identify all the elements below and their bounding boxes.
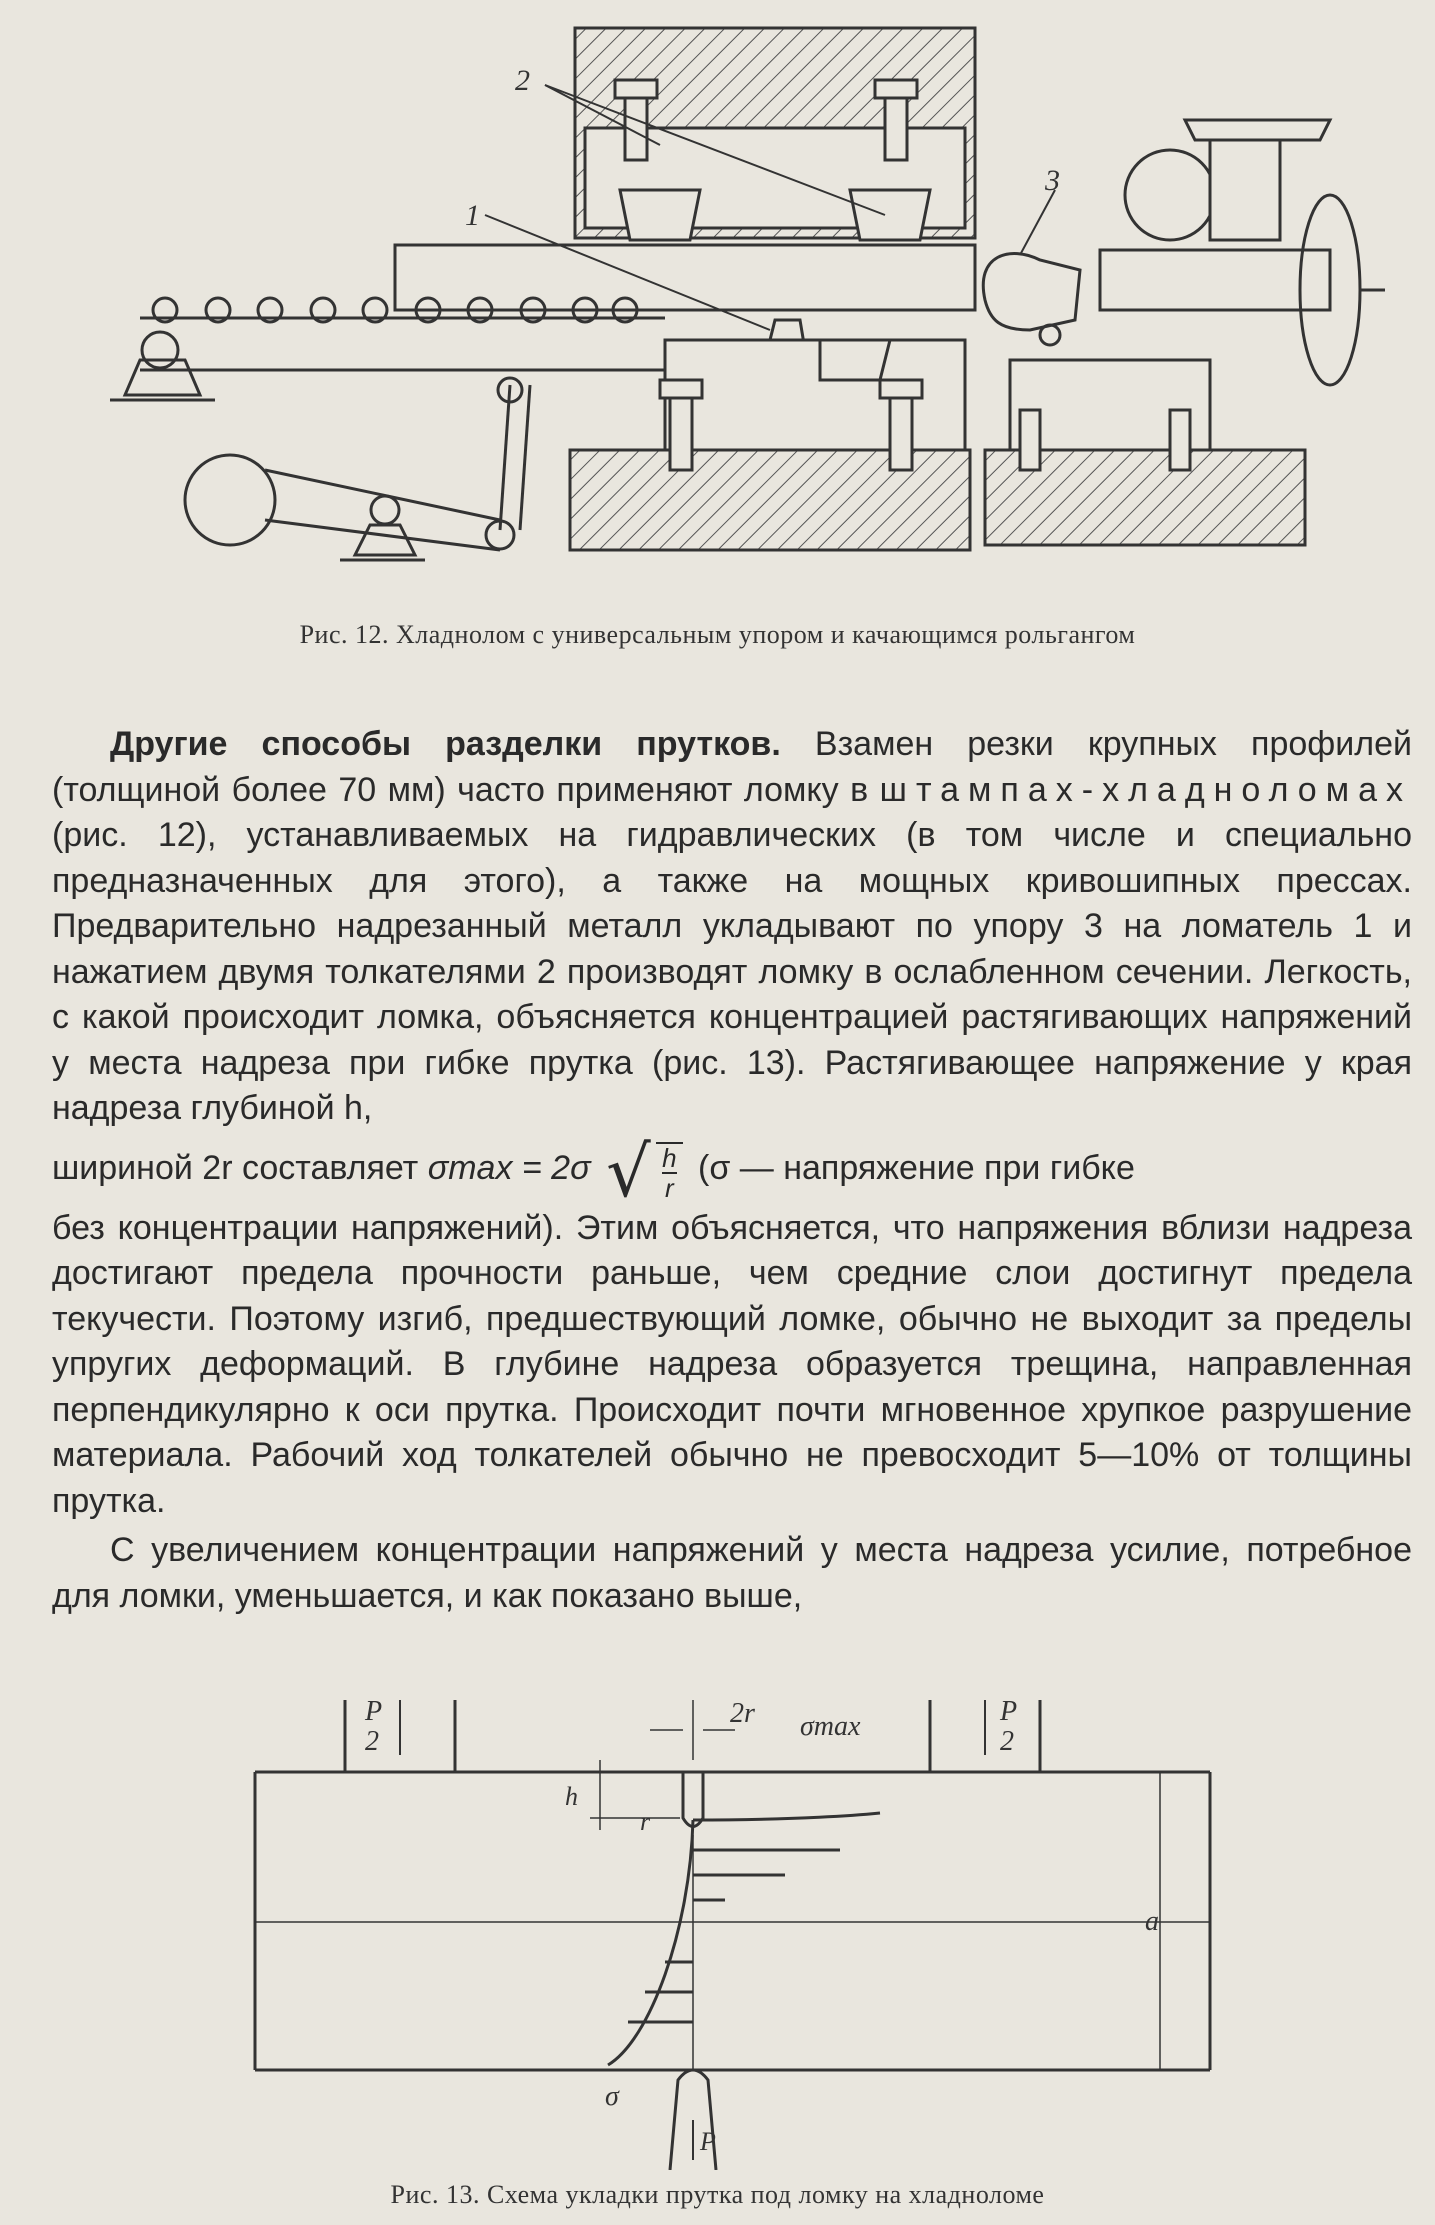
fig12-label-1: 1 (465, 199, 480, 232)
formula-lhs: σmax = 2σ (427, 1148, 591, 1187)
fig13-sigma: σ (605, 2081, 619, 2112)
figure-12-caption: Рис. 12. Хладнолом с универсальным упором и качающимся рольгангом (299, 620, 1136, 649)
body-text (52, 722, 1412, 1619)
para1-part-a: Взамен резки крупных профилей (толщиной более 70 мм) часто применяют ломку в (52, 725, 1412, 809)
fig13-p-left-den: 2 (365, 1726, 379, 1757)
fig13-p-right-den: 2 (1000, 1726, 1014, 1757)
formula-fraction (656, 1142, 682, 1202)
fig12-label-2: 2 (515, 64, 530, 97)
figure-12-drawing (0, 0, 1435, 600)
fig13-2r: 2r (730, 1700, 755, 1729)
fig13-h: h (565, 1782, 578, 1811)
paragraph-1 (52, 722, 1412, 1132)
formula-sqrt (606, 1130, 683, 1213)
figure-13-caption: Рис. 13. Схема укладки прутка под ломку на хладноломе (390, 2180, 1045, 2209)
para1-spaced-term: штампах-хладноломах (879, 770, 1413, 809)
figure-13-drawing (0, 1700, 1435, 2170)
formula-numerator: h (662, 1142, 677, 1173)
fig13-sigma-max: σmax (800, 1711, 861, 1742)
fig12-label-3: 3 (1045, 164, 1060, 197)
para1-part-c: без концентрации напряжений). Этим объясняется, что напряжения вблизи надреза достигают предела прочности раньше, чем средние слои достигнут предела текучести. Поэтому изгиб, предшествующий ломке, обычно не выходит за пределы упругих деформаций. В глубине надреза образуется трещина, направленная перпендикулярно к оси прутка. Происходит почти мгновенное хрупкое разрушение материала. Рабочий ход толкателей обычно не превосходит 5—10% от толщины прутка. (52, 1208, 1412, 1520)
fig13-p-bottom: P (700, 2127, 716, 2156)
formula-line (52, 1130, 1412, 1213)
section-heading: Другие способы разделки прутков. (110, 725, 781, 763)
formula-post: (σ — напряжение при гибке (698, 1148, 1135, 1187)
fig13-r: r (640, 1807, 651, 1836)
formula-pre: шириной 2r составляет (52, 1148, 419, 1187)
paragraph-1-cont (52, 1206, 1412, 1525)
para1-part-b: (рис. 12), устанавливаемых на гидравлических (в том числе и специально предназначенных для этого), а также на мощных кривошипных прессах. Предварительно надрезанный металл укладывают по упору 3 на ломатель 1 и нажатием двумя толкателями 2 производят ломку в ослабленном сечении. Легкость, с какой происходит ломка, объясняется концентрацией растягивающих напряжений у места надреза при гибке прутка (рис. 13). Растягивающее напряжение у края надреза глубиной h, (52, 816, 1412, 1127)
paragraph-2 (52, 1528, 1412, 1619)
fig13-p-left-num: P (365, 1700, 383, 1727)
sqrt-icon: √ (606, 1130, 651, 1213)
para2-text: С увеличением концентрации напряжений у места надреза усилие, потребное для ломки, уменьшается, и как показано выше, (52, 1531, 1412, 1615)
fig13-a: a (1145, 1906, 1159, 1937)
fig13-p-right-num: P (1000, 1700, 1018, 1727)
formula-denominator: r (665, 1172, 674, 1203)
